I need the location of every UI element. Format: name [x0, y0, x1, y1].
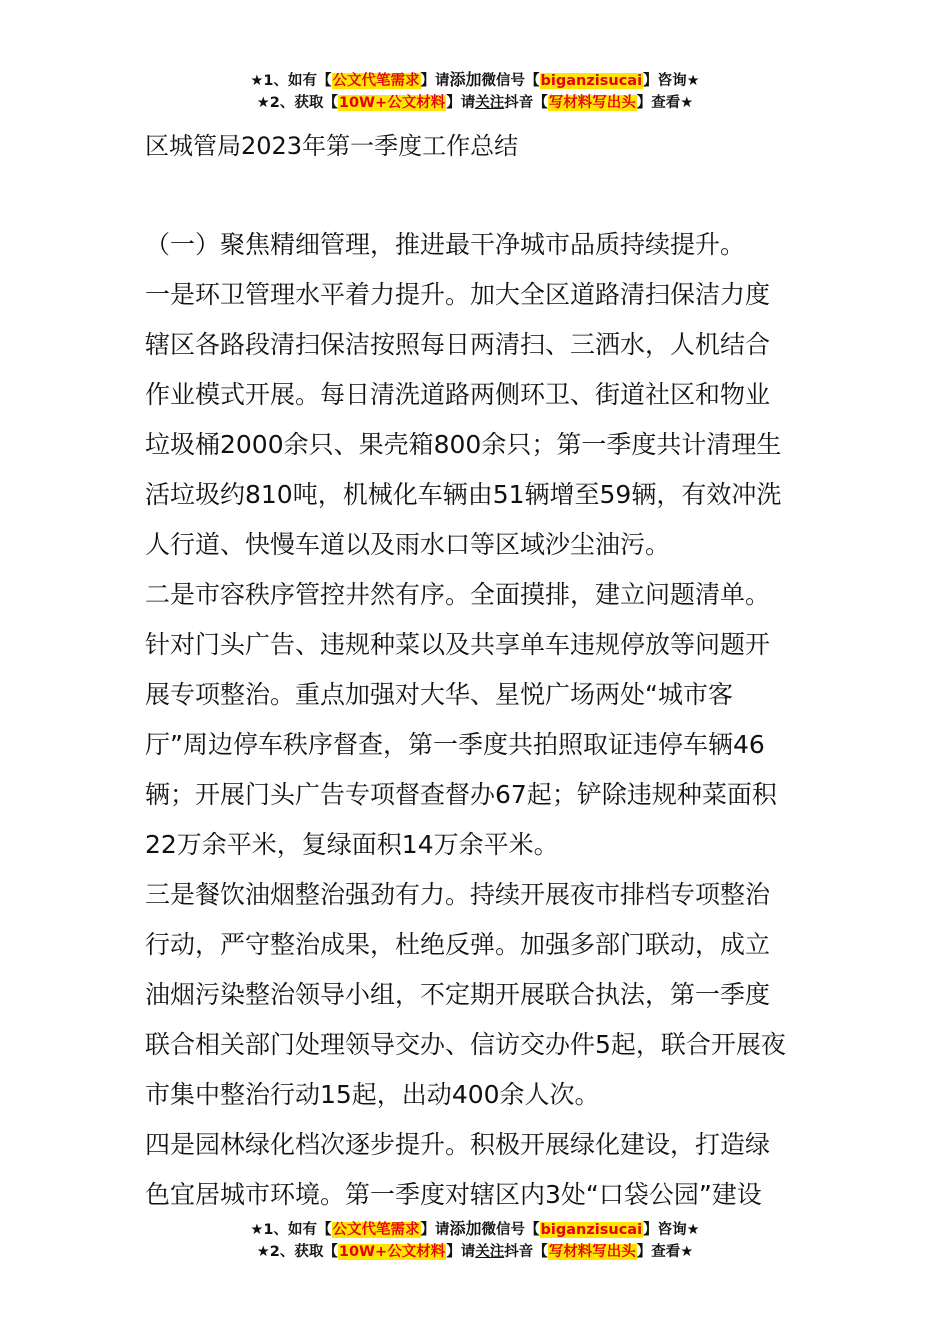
header-banner — [0, 69, 950, 115]
document-line: 活垃圾约810吨，机械化车辆由51辆增至59辆，有效冲洗 — [145, 480, 782, 509]
document-line: 辆；开展门头广告专项督查督办67起；铲除违规种菜面积 — [145, 780, 777, 809]
document-line: 一是环卫管理水平着力提升。加大全区道路清扫保洁力度 — [145, 280, 771, 309]
banner-text: 】请 — [420, 73, 450, 89]
document-line: 四是园林绿化档次逐步提升。积极开展绿化建设，打造绿 — [145, 1130, 771, 1159]
document-line: 厅”周边停车秩序督查，第一季度共拍照取证违停车辆46 — [145, 730, 765, 759]
document-line: 辖区各路段清扫保洁按照每日两清扫、三洒水，人机结合 — [145, 330, 771, 359]
banner-text: 】查看★ — [636, 1244, 694, 1260]
banner-text: 】查看★ — [636, 95, 694, 111]
banner-highlight: 10W+公文材料 — [338, 95, 446, 111]
banner-text: 】请 — [446, 95, 476, 111]
document-line: 人行道、快慢车道以及雨水口等区域沙尘油污。 — [145, 530, 671, 559]
document-line: 市集中整治行动15起，出动400余人次。 — [145, 1080, 600, 1109]
banner-text: ★2、获取【 — [256, 95, 338, 111]
document-line: 色宜居城市环境。第一季度对辖区内3处“口袋公园”建设 — [145, 1180, 762, 1209]
banner-text: 微信号【 — [481, 73, 540, 89]
document-line: 22万余平米，复绿面积14万余平米。 — [145, 830, 559, 859]
banner-emphasis: 关注 — [475, 95, 505, 111]
banner-emphasis: 关注 — [475, 1244, 505, 1260]
banner-text: 】请 — [446, 1244, 476, 1260]
document-body — [145, 229, 810, 1229]
banner-highlight: 公文代笔需求 — [332, 1222, 420, 1238]
banner-text: ★1、如有【 — [250, 73, 332, 89]
document-line: 三是餐饮油烟整治强劲有力。持续开展夜市排档专项整治 — [145, 880, 771, 909]
document-line: 针对门头广告、违规种菜以及共享单车违规停放等问题开 — [145, 630, 771, 659]
document-line: 油烟污染整治领导小组，不定期开展联合执法，第一季度 — [145, 980, 771, 1009]
document-line: 作业模式开展。每日清洗道路两侧环卫、街道社区和物业 — [145, 380, 771, 409]
document-line: 展专项整治。重点加强对大华、星悦广场两处“城市客 — [145, 680, 733, 709]
banner-line-2 — [0, 92, 950, 115]
document-line: 联合相关部门处理领导交办、信访交办件5起，联合开展夜 — [145, 1030, 786, 1059]
document-line: （一）聚焦精细管理，推进最干净城市品质持续提升。 — [145, 230, 746, 259]
footer-banner — [0, 1218, 950, 1264]
banner-line-2 — [0, 1241, 950, 1264]
banner-emphasis: 添加 — [449, 70, 482, 89]
douyin-id-highlight: 写材料写出头 — [548, 1244, 636, 1260]
banner-text: 】咨询★ — [643, 73, 700, 89]
wechat-id-highlight: biganzisucai — [540, 1222, 643, 1238]
banner-text: 】请 — [420, 1222, 450, 1238]
banner-line-1 — [0, 1218, 950, 1241]
document-line: 行动，严守整治成果，杜绝反弹。加强多部门联动，成立 — [145, 930, 771, 959]
banner-text: ★2、获取【 — [256, 1244, 338, 1260]
document-line: 二是市容秩序管控井然有序。全面摸排，建立问题清单。 — [145, 580, 771, 609]
document-line: 垃圾桶2000余只、果壳箱800余只；第一季度共计清理生 — [145, 430, 782, 459]
document-title: 区城管局2023年第一季度工作总结 — [145, 132, 519, 160]
banner-highlight: 10W+公文材料 — [338, 1244, 446, 1260]
banner-emphasis: 添加 — [449, 1219, 482, 1238]
banner-text: ★1、如有【 — [250, 1222, 332, 1238]
banner-text: 】咨询★ — [643, 1222, 700, 1238]
banner-highlight: 公文代笔需求 — [332, 73, 420, 89]
banner-text: 微信号【 — [481, 1222, 540, 1238]
banner-line-1 — [0, 69, 950, 92]
wechat-id-highlight: biganzisucai — [540, 73, 643, 89]
douyin-id-highlight: 写材料写出头 — [548, 95, 636, 111]
banner-text: 抖音【 — [504, 1244, 548, 1260]
banner-text: 抖音【 — [504, 95, 548, 111]
